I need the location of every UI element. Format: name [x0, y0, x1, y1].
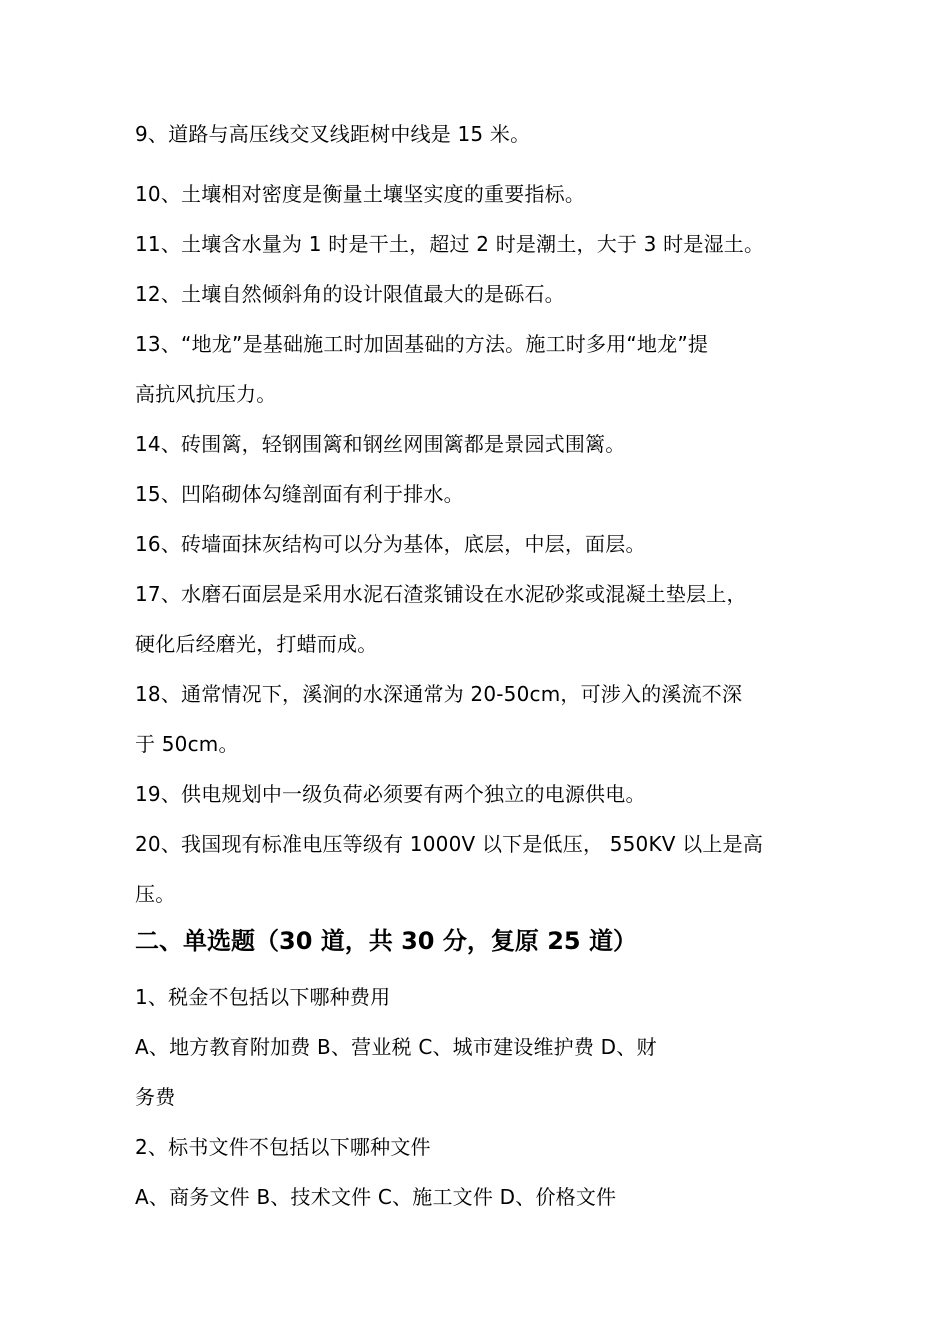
- true-false-item-15: 15、凹陷砌体勾缝剖面有利于排水。: [135, 482, 464, 506]
- true-false-item-11: 11、土壤含水量为 1 时是干土，超过 2 时是潮土，大于 3 时是湿土。: [135, 232, 765, 256]
- true-false-item-20-line-2: 压。: [135, 882, 176, 906]
- true-false-item-9: 9、道路与高压线交叉线距树中线是 15 米。: [135, 122, 531, 146]
- section-heading-single-choice: 二、单选题（30 道，共 30 分，复原 25 道）: [135, 927, 637, 955]
- true-false-item-16: 16、砖墙面抹灰结构可以分为基体，底层，中层，面层。: [135, 532, 646, 556]
- true-false-item-12: 12、土壤自然倾斜角的设计限值最大的是砾石。: [135, 282, 565, 306]
- true-false-item-10: 10、土壤相对密度是衡量土壤坚实度的重要指标。: [135, 182, 586, 206]
- question-1: 1、税金不包括以下哪种费用: [135, 985, 391, 1009]
- true-false-item-20-line-1: 20、我国现有标准电压等级有 1000V 以下是低压， 550KV 以上是高: [135, 832, 764, 856]
- question-1-options-line-1: A、地方教育附加费 B、营业税 C、城市建设维护费 D、财: [135, 1035, 657, 1059]
- true-false-item-18-line-1: 18、通常情况下，溪涧的水深通常为 20-50cm，可涉入的溪流不深: [135, 682, 743, 706]
- question-2-options: A、商务文件 B、技术文件 C、施工文件 D、价格文件: [135, 1185, 617, 1209]
- true-false-item-13-line-2: 高抗风抗压力。: [135, 382, 277, 406]
- true-false-item-13-line-1: 13、“地龙”是基础施工时加固基础的方法。施工时多用“地龙”提: [135, 332, 709, 356]
- true-false-item-19: 19、供电规划中一级负荷必须要有两个独立的电源供电。: [135, 782, 646, 806]
- true-false-item-17-line-1: 17、水磨石面层是采用水泥石渣浆铺设在水泥砂浆或混凝土垫层上，: [135, 582, 747, 606]
- true-false-item-14: 14、砖围篱，轻钢围篱和钢丝网围篱都是景园式围篱。: [135, 432, 626, 456]
- question-1-options-line-2: 务费: [135, 1085, 176, 1109]
- true-false-item-18-line-2: 于 50cm。: [135, 732, 239, 756]
- true-false-item-17-line-2: 硬化后经磨光，打蜡而成。: [135, 632, 378, 656]
- question-2: 2、标书文件不包括以下哪种文件: [135, 1135, 431, 1159]
